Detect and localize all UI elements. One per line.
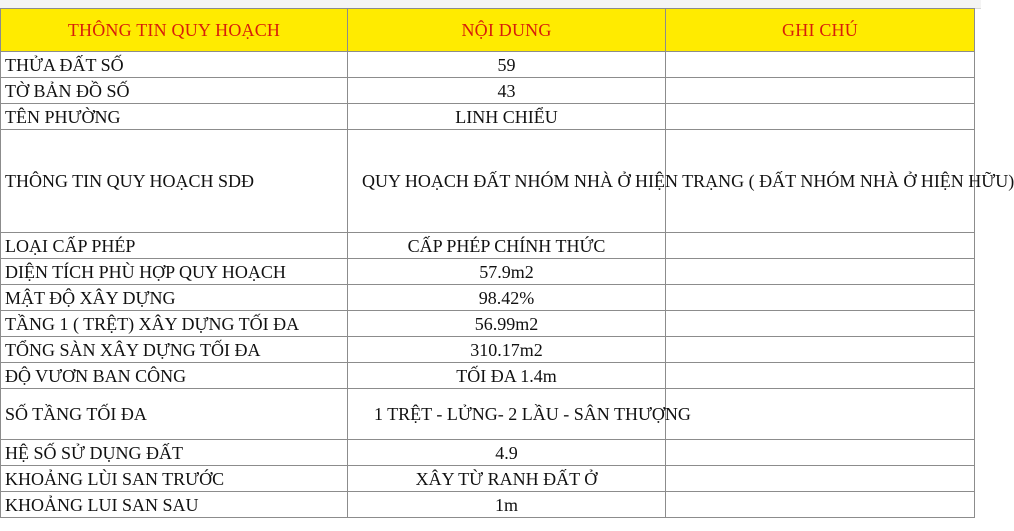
table-row [1, 52, 975, 78]
table-row [1, 466, 975, 492]
table-row [1, 259, 975, 285]
table-row [1, 130, 975, 233]
row-value[interactable]: CẤP PHÉP CHÍNH THỨC [348, 233, 666, 259]
table-row [1, 337, 975, 363]
row-note[interactable] [666, 440, 975, 466]
table-row [1, 311, 975, 337]
table-row [1, 285, 975, 311]
row-note[interactable] [666, 363, 975, 389]
row-note[interactable] [666, 492, 975, 518]
header-row [1, 9, 975, 52]
table-row [1, 389, 975, 440]
table-row [1, 233, 975, 259]
row-note[interactable] [666, 389, 975, 440]
table-row [1, 440, 975, 466]
row-label[interactable]: TÊN PHƯỜNG [1, 104, 348, 130]
row-label[interactable]: THỬA ĐẤT SỐ [1, 52, 348, 78]
row-label[interactable]: MẬT ĐỘ XÂY DỰNG [1, 285, 348, 311]
row-value[interactable]: 1 TRỆT - LỬNG- 2 LẦU - SÂN THƯỢNG [348, 389, 666, 440]
row-value[interactable]: QUY HOẠCH ĐẤT NHÓM NHÀ Ở HIỆN TRẠNG ( ĐẤT NHÓM NHÀ Ở HIỆN HỮU) [348, 130, 666, 233]
row-label[interactable]: DIỆN TÍCH PHÙ HỢP QUY HOẠCH [1, 259, 348, 285]
row-value[interactable]: 57.9m2 [348, 259, 666, 285]
planning-info-table [0, 8, 1014, 518]
row-label[interactable]: TỔNG SÀN XÂY DỰNG TỐI ĐA [1, 337, 348, 363]
header-planning-info[interactable]: THÔNG TIN QUY HOẠCH [1, 9, 348, 52]
row-note[interactable] [666, 104, 975, 130]
row-note[interactable] [666, 311, 975, 337]
row-value[interactable]: 310.17m2 [348, 337, 666, 363]
row-note[interactable] [666, 78, 975, 104]
row-value[interactable]: TỐI ĐA 1.4m [348, 363, 666, 389]
row-label[interactable]: KHOẢNG LÙI SAN TRƯỚC [1, 466, 348, 492]
table-row [1, 492, 975, 518]
table-row [1, 104, 975, 130]
row-value[interactable]: XÂY TỪ RANH ĐẤT Ở [348, 466, 666, 492]
row-value[interactable]: 98.42% [348, 285, 666, 311]
row-value[interactable]: 4.9 [348, 440, 666, 466]
row-note[interactable] [666, 52, 975, 78]
row-value[interactable]: 1m [348, 492, 666, 518]
row-label[interactable]: TẦNG 1 ( TRỆT) XÂY DỰNG TỐI ĐA [1, 311, 348, 337]
table-row [1, 363, 975, 389]
row-value[interactable]: 43 [348, 78, 666, 104]
row-label[interactable]: HỆ SỐ SỬ DỤNG ĐẤT [1, 440, 348, 466]
row-note[interactable] [666, 337, 975, 363]
row-note[interactable] [666, 466, 975, 492]
row-label[interactable]: KHOẢNG LUI SAN SAU [1, 492, 348, 518]
row-label[interactable]: LOẠI CẤP PHÉP [1, 233, 348, 259]
row-label[interactable]: THÔNG TIN QUY HOẠCH SDĐ [1, 130, 348, 233]
row-note[interactable] [666, 233, 975, 259]
row-label[interactable]: ĐỘ VƯƠN BAN CÔNG [1, 363, 348, 389]
row-label[interactable]: SỐ TẦNG TỐI ĐA [1, 389, 348, 440]
row-value[interactable]: 56.99m2 [348, 311, 666, 337]
header-content[interactable]: NỘI DUNG [348, 9, 666, 52]
header-notes[interactable]: GHI CHÚ [666, 9, 975, 52]
row-label[interactable]: TỜ BẢN ĐỒ SỐ [1, 78, 348, 104]
row-note[interactable] [666, 259, 975, 285]
table-row [1, 78, 975, 104]
row-value[interactable]: 59 [348, 52, 666, 78]
row-note[interactable] [666, 285, 975, 311]
row-value[interactable]: LINH CHIỂU [348, 104, 666, 130]
